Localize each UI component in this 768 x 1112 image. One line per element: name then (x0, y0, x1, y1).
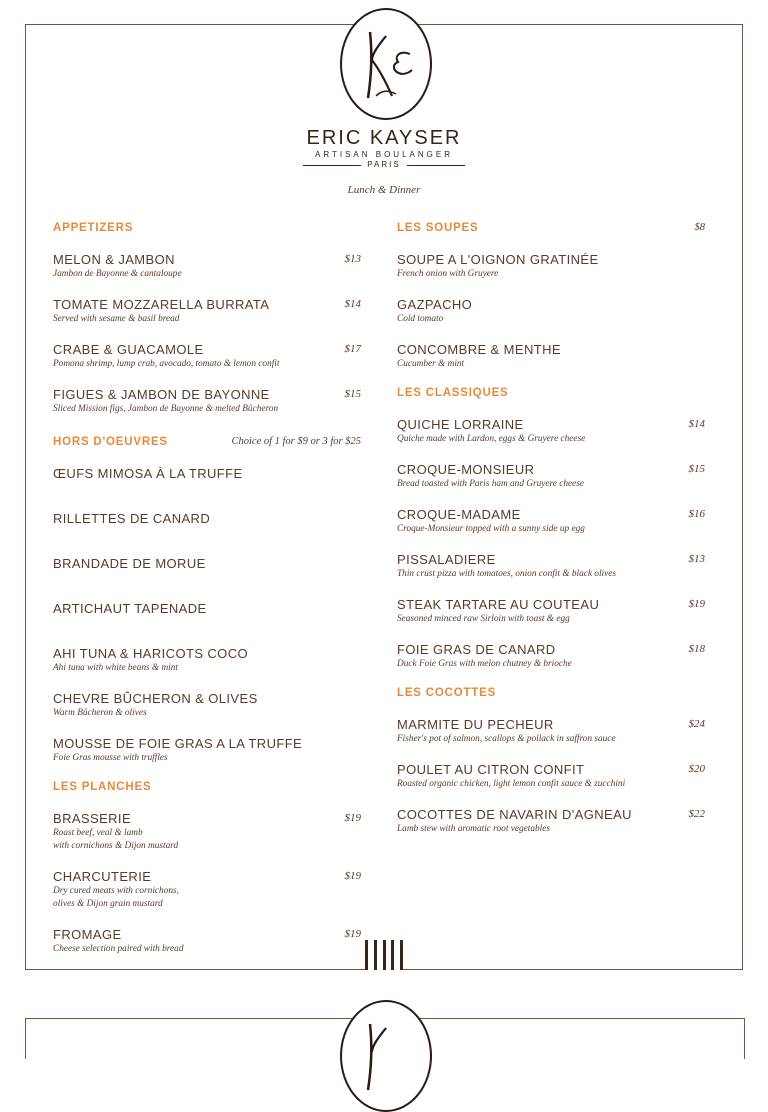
item-name: FROMAGE (53, 927, 122, 942)
item-description: olives & Dijon grain mustard (53, 899, 163, 909)
item-name: BRASSERIE (53, 811, 132, 826)
menu-item (397, 642, 705, 687)
item-description: Cucumber & mint (397, 359, 465, 369)
bar (391, 940, 394, 970)
section-title: LES PLANCHES (53, 781, 152, 793)
item-price: $22 (688, 808, 705, 820)
service-label: Lunch & Dinner (347, 184, 421, 196)
item-description: Quiche made with Lardon, eggs & Gruyere cheese (397, 434, 586, 444)
item-price: $13 (688, 553, 705, 565)
item-description: Roasted organic chicken, light lemon confit sauce & zucchini (397, 779, 626, 789)
monogram-icon (342, 1002, 430, 1110)
item-name: QUICHE LORRAINE (397, 417, 524, 432)
section-note: $8 (694, 222, 705, 233)
item-description: Lamb stew with aromatic root vegetables (397, 824, 550, 834)
menu-item (397, 807, 705, 852)
item-price: $19 (344, 928, 361, 940)
item-name: GAZPACHO (397, 297, 473, 312)
item-price: $20 (688, 763, 705, 775)
section-title: LES SOUPES (397, 222, 479, 234)
item-price: $13 (344, 253, 361, 265)
item-description: Thin crust pizza with tomatoes, onion confit & black olives (397, 569, 616, 579)
item-price: $15 (344, 388, 361, 400)
item-price: $19 (344, 870, 361, 882)
section-title: HORS D'OEUVRES (53, 436, 168, 448)
item-name: SOUPE A L'OIGNON GRATINÉE (397, 252, 599, 267)
menu-item (53, 691, 361, 736)
item-name: POULET AU CITRON CONFIT (397, 762, 585, 777)
menu-item (397, 507, 705, 552)
menu-item (53, 252, 361, 297)
menu-item (397, 552, 705, 597)
item-name: AHI TUNA & HARICOTS COCO (53, 646, 248, 661)
item-description: Ahi tuna with white beans & mint (53, 663, 178, 673)
item-price: $19 (344, 812, 361, 824)
item-name: CROQUE-MADAME (397, 507, 521, 522)
menu-item (397, 297, 705, 342)
item-price: $17 (344, 343, 361, 355)
brand-name: ERIC KAYSER (306, 127, 462, 149)
item-description: Served with sesame & basil bread (53, 314, 180, 324)
bar (365, 940, 368, 970)
section-title: LES CLASSIQUES (397, 387, 509, 399)
item-name: CHEVRE BÛCHERON & OLIVES (53, 691, 258, 706)
item-description: Seasoned minced raw Sirloin with toast & egg (397, 614, 570, 624)
bars-ornament (365, 940, 403, 970)
menu-item (53, 511, 361, 556)
item-description: Jambon de Bayonne & cantaloupe (53, 269, 182, 279)
item-description: Fisher's pot of salmon, scallops & pollack in saffron sauce (397, 734, 616, 744)
menu-item (53, 466, 361, 511)
item-description: French onion with Gruyere (397, 269, 499, 279)
menu-item (53, 556, 361, 601)
logo-emblem (340, 8, 432, 120)
menu-item (397, 717, 705, 762)
item-name: TOMATE MOZZARELLA BURRATA (53, 297, 270, 312)
menu-item (53, 646, 361, 691)
brand-subtitle: ARTISAN BOULANGER (315, 150, 453, 159)
item-name: FIGUES & JAMBON DE BAYONNE (53, 387, 270, 402)
menu-item (397, 462, 705, 507)
item-price: $18 (688, 643, 705, 655)
item-name: PISSALADIERE (397, 552, 496, 567)
item-name: STEAK TARTARE AU COUTEAU (397, 597, 600, 612)
item-name: CRABE & GUACAMOLE (53, 342, 204, 357)
item-name: FOIE GRAS DE CANARD (397, 642, 556, 657)
item-name: COCOTTES DE NAVARIN D'AGNEAU (397, 807, 632, 822)
bar (400, 940, 403, 970)
menu-item (53, 342, 361, 387)
item-description: Duck Foie Gras with melon chutney & brioche (397, 659, 572, 669)
item-description: Foie Gras mousse with truffles (53, 753, 168, 763)
item-name: CROQUE-MONSIEUR (397, 462, 535, 477)
item-name: BRANDADE DE MORUE (53, 556, 206, 571)
item-description: with cornichons & Dijon mustard (53, 841, 179, 851)
menu-item (53, 297, 361, 342)
item-price: $14 (344, 298, 361, 310)
item-description: Bread toasted with Paris ham and Gruyere cheese (397, 479, 585, 489)
brand-block (284, 126, 484, 170)
menu-item (53, 387, 361, 432)
item-description: Dry cured meats with cornichons, (53, 886, 179, 896)
menu-item (53, 736, 361, 781)
section-header (53, 781, 361, 811)
section-header (397, 387, 705, 417)
item-name: MELON & JAMBON (53, 252, 175, 267)
monogram-icon (342, 10, 430, 118)
section-header (53, 436, 361, 466)
item-price: $24 (688, 718, 705, 730)
item-price: $16 (688, 508, 705, 520)
item-description: Warm Bûcheron & olives (53, 708, 147, 718)
brand-city (284, 160, 484, 170)
item-name: CONCOMBRE & MENTHE (397, 342, 561, 357)
item-name: RILLETTES DE CANARD (53, 511, 211, 526)
left-column (53, 222, 361, 972)
item-name: CHARCUTERIE (53, 869, 152, 884)
menu-item (397, 417, 705, 462)
next-page-logo-emblem (340, 1000, 432, 1112)
item-name: ARTICHAUT TAPENADE (53, 601, 207, 616)
item-description: Sliced Mission figs, Jambon de Bayonne & melted Bûcheron (53, 404, 279, 414)
section-note: Choice of 1 for $9 or 3 for $25 (231, 436, 361, 447)
section-header (397, 687, 705, 717)
item-description: Roast beef, veal & lamb (53, 828, 143, 838)
bar (383, 940, 386, 970)
item-description: Cold tomato (397, 314, 444, 324)
menu-item (53, 869, 361, 927)
menu-item (397, 252, 705, 297)
item-description: Croque-Monsieur topped with a sunny side up egg (397, 524, 585, 534)
brand-city-label: PARIS (367, 160, 401, 169)
section-header (53, 222, 361, 252)
item-price: $15 (688, 463, 705, 475)
menu-item (397, 762, 705, 807)
right-column (397, 222, 705, 852)
menu-item (53, 927, 361, 972)
divider (407, 165, 465, 166)
item-price: $19 (688, 598, 705, 610)
item-name: ŒUFS MIMOSA À LA TRUFFE (53, 466, 243, 481)
item-name: MARMITE DU PECHEUR (397, 717, 554, 732)
item-description: Pomona shrimp, lump crab, avocado, tomato & lemon confit (53, 359, 280, 369)
divider (303, 165, 361, 166)
bar (374, 940, 377, 970)
item-description: Cheese selection paired with bread (53, 944, 184, 954)
section-title: LES COCOTTES (397, 687, 497, 699)
menu-item (53, 811, 361, 869)
section-header (397, 222, 705, 252)
menu-item (53, 601, 361, 646)
section-title: APPETIZERS (53, 222, 134, 234)
item-price: $14 (688, 418, 705, 430)
menu-item (397, 597, 705, 642)
menu-item (397, 342, 705, 387)
item-name: MOUSSE DE FOIE GRAS A LA TRUFFE (53, 736, 303, 751)
